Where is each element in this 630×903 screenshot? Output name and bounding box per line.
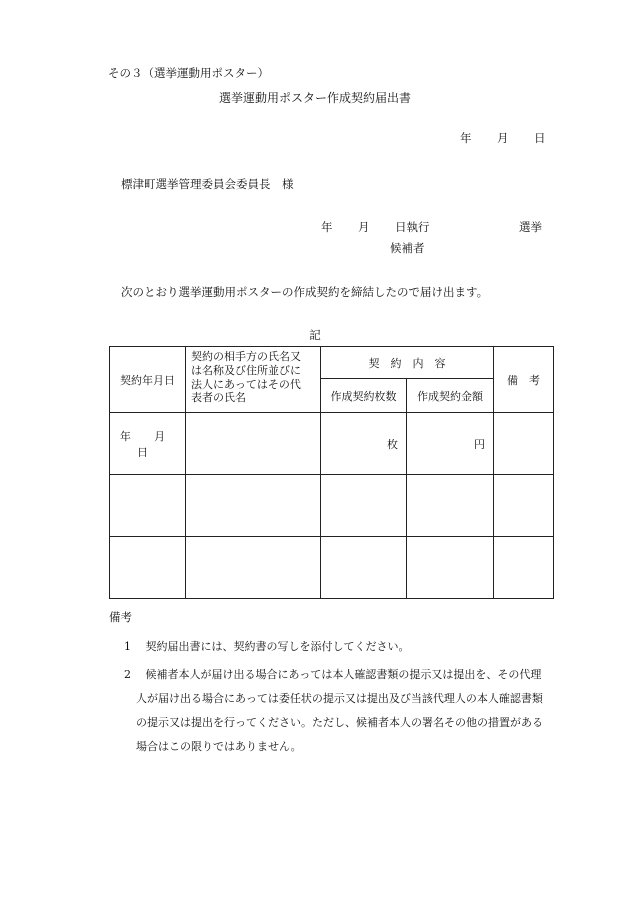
header-amount: 作成契約金額 [407, 379, 494, 413]
table-row [110, 413, 554, 475]
party-line: 表者の氏名 [191, 391, 246, 405]
note-text: 契約届出書には、契約書の写しを添付してください。 [145, 640, 410, 653]
party-line: 法人にあってはその代 [191, 377, 301, 391]
exec-month: 月 [358, 220, 370, 234]
row-remarks [494, 537, 554, 599]
date-year: 年 [460, 131, 472, 145]
document-title: 選挙運動用ポスター作成契約届出書 [218, 91, 411, 105]
note-number: 1 [124, 640, 131, 653]
row-date [110, 537, 186, 599]
row-amount: 円 [407, 413, 494, 475]
header-count: 作成契約枚数 [321, 379, 407, 413]
note-text-line: 人が届け出る場合にあっては委任状の提示又は提出及び当該代理人の本人確認書類 [136, 692, 543, 705]
row-amount [407, 537, 494, 599]
table-row [110, 475, 554, 537]
row-date [110, 475, 186, 537]
exec-day: 日執行 [395, 220, 430, 234]
candidate-label: 候補者 [390, 241, 425, 255]
header-contract-content: 契 約 内 容 [321, 347, 494, 379]
ki-label: 記 [309, 328, 321, 342]
note-item-2 [124, 669, 541, 680]
row-party [186, 413, 321, 475]
contract-table [109, 346, 554, 599]
row-count [321, 475, 407, 537]
exec-year: 年 [321, 220, 333, 234]
header-remarks: 備 考 [494, 347, 554, 413]
note-text-line: 場合はこの限りではありません。 [136, 740, 302, 753]
notes-heading: 備考 [109, 610, 132, 624]
row-party [186, 537, 321, 599]
table-row [110, 537, 554, 599]
election-label: 選挙 [519, 220, 542, 234]
row-amount [407, 475, 494, 537]
recipient: 標津町選挙管理委員会委員長 様 [121, 177, 294, 191]
header-contract-date: 契約年月日 [110, 347, 186, 413]
row-date: 年 月 日 [110, 413, 186, 475]
row-count [321, 537, 407, 599]
row-party [186, 475, 321, 537]
intro-text: 次のとおり選挙運動用ポスターの作成契約を締結したので届け出ます。 [121, 285, 489, 299]
note-number: 2 [124, 668, 131, 681]
row-count: 枚 [321, 413, 407, 475]
row-remarks [494, 475, 554, 537]
form-label: その３（選挙運動用ポスター） [108, 66, 269, 80]
note-text-line: の提示又は提出を行ってください。ただし、候補者本人の署名その他の措置がある [136, 716, 543, 729]
party-line: は名称及び住所並びに [191, 363, 301, 377]
row-remarks [494, 413, 554, 475]
party-line: 契約の相手方の氏名又 [191, 350, 301, 363]
date-month: 月 [497, 131, 509, 145]
note-item-1 [124, 641, 410, 652]
date-day: 日 [534, 131, 546, 145]
note-text: 候補者本人が届け出る場合にあっては本人確認書類の提示又は提出を、その代理 [145, 668, 542, 681]
header-contract-party [186, 347, 321, 413]
